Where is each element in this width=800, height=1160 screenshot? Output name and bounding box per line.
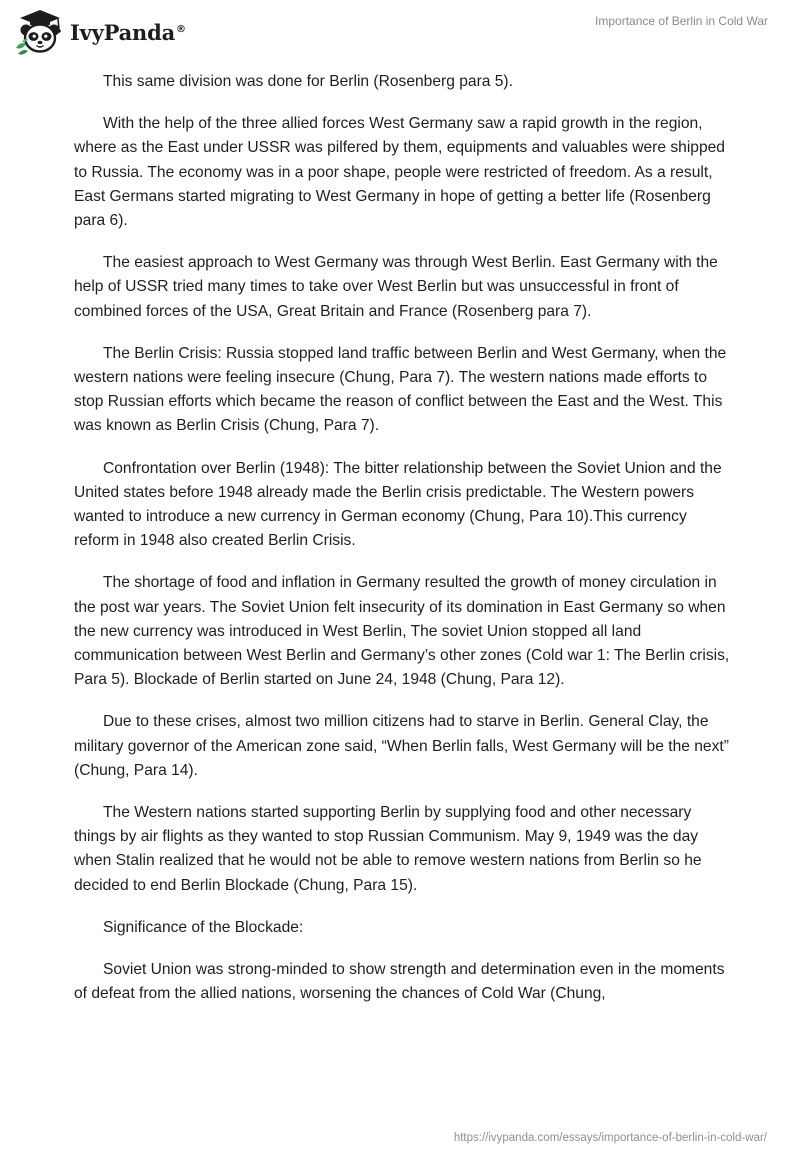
brand-name: [70, 20, 186, 45]
page-header: [0, 0, 800, 64]
essay-body: [74, 70, 734, 1025]
paragraph: The shortage of food and inflation in Germany resulted the growth of money circulation in the post war years. The Soviet Union felt insecurity of its domination in East Germany so when the new currency was introduced in West Berlin, The soviet Union stopped all land communication between West Berlin and Germany’s other zones (Cold war 1: The Berlin crisis, Para 5). Blockade of Berlin started on June 24, 1948 (Chung, Para 12).: [74, 574, 730, 689]
paragraph: The Western nations started supporting Berlin by supplying food and other necessary things by air flights as they wanted to stop Russian Communism. May 9, 1949 was the day when Stalin realized that he would not be able to remove western nations from Berlin so he decided to end Berlin Blockade (Chung, Para 15).: [74, 804, 702, 894]
source-url-link[interactable]: https://ivypanda.com/essays/importance-of-berlin-in-cold-war/: [453, 1132, 767, 1144]
brand-logo[interactable]: [14, 8, 186, 56]
paragraph: Confrontation over Berlin (1948): The bitter relationship between the Soviet Union and the United states before 1948 already made the Berlin crisis predictable. The Western powers wanted to introduce a new currency in German economy (Chung, Para 10).This currency reform in 1948 also created Berlin Crisis.: [74, 459, 722, 550]
registered-mark: ®: [176, 23, 186, 35]
paragraph: Due to these crises, almost two million citizens had to starve in Berlin. General Clay, the military governor of the American zone said, “When Berlin falls, West Germany will be the next” (Chung, Para 14).: [74, 713, 729, 779]
section-heading-paragraph: Significance of the Blockade:: [103, 918, 304, 936]
document-title: Importance of Berlin in Cold War: [595, 14, 768, 28]
brand-name-text: IvyPanda: [70, 19, 176, 45]
panda-graduate-icon: [14, 8, 66, 56]
paragraph: The easiest approach to West Germany was through West Berlin. East Germany with the help of USSR tried many times to take over West Berlin but was unsuccessful in front of combined forces of the USA, Great Britain and France (Rosenberg para 7).: [74, 254, 718, 320]
paragraph: The Berlin Crisis: Russia stopped land traffic between Berlin and West Germany, when the western nations were feeling insecure (Chung, Para 7). The western nations made efforts to stop Russian efforts which became the reason of conflict between the East and the West. This was known as Berlin Crisis (Chung, Para 7).: [74, 344, 727, 435]
paragraph: With the help of the three allied forces West Germany saw a rapid growth in the region, where as the East under USSR was pilfered by them, equipments and valuables were shipped to Russia. The economy was in a poor shape, people were restricted of freedom. As a result, East Germans started migrating to West Germany in hope of getting a better life (Rosenberg para 6).: [74, 115, 725, 230]
paragraph: This same division was done for Berlin (Rosenberg para 5).: [103, 73, 513, 90]
paragraph: Soviet Union was strong-minded to show strength and determination even in the moments of defeat from the allied nations, worsening the chances of Cold War (Chung,: [74, 961, 725, 1003]
